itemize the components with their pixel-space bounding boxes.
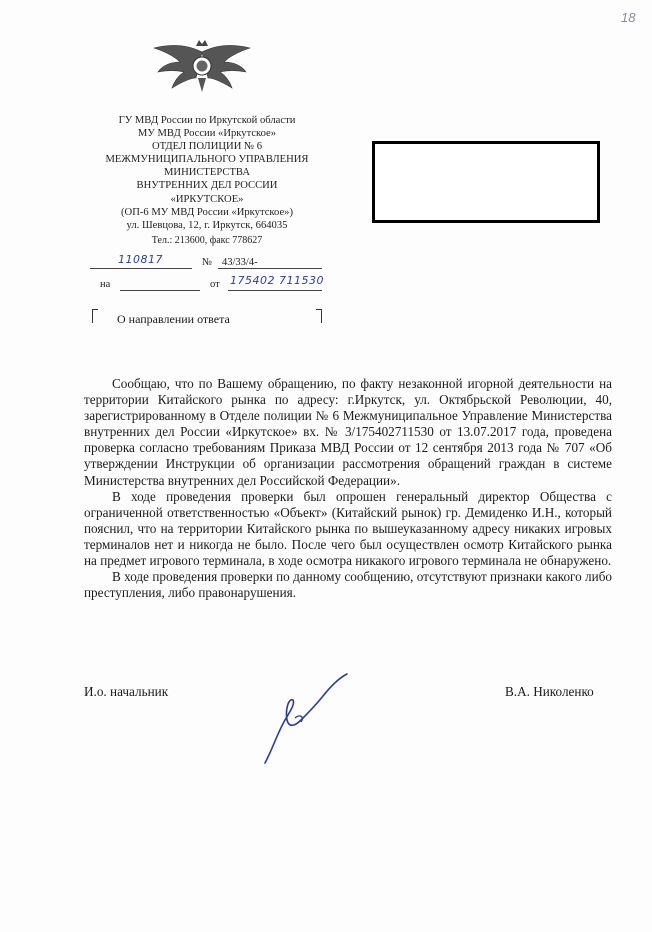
number-underline xyxy=(218,268,322,269)
agency-header xyxy=(86,114,328,247)
header-line: МУ МВД России «Иркутское» xyxy=(137,128,277,140)
from-underline xyxy=(228,290,322,291)
date-underline xyxy=(90,268,192,269)
header-line: МИНИСТЕРСТВА xyxy=(164,167,250,179)
header-line: (ОП-6 МУ МВД России «Иркутское») xyxy=(121,206,293,218)
body-paragraph: Сообщаю, что по Вашему обращению, по факту незаконной игорной деятельности на территории Китайского рынка по адресу: г.Иркутск, ул. Октябрьской Революции, 40, зарегистрированному в Отделе полиции № 6 Межмуниципальное Управление Министерства внутренних дел России «Иркутское» вх. № 3/175402711530 от 13.07.2017 года, проведена проверка согласно требованиям Приказа МВД России от 12 сентября 2013 года № 707 «Об утверждении Инструкции об организации рассмотрения обращений граждан в системе Министерства внутренних дел Российской Федерации». xyxy=(84,376,612,488)
body-paragraph: В ходе проведения проверки по данному сообщению, отсутствуют признаки какого либо преступления, либо правонарушения. xyxy=(84,569,612,601)
number-label: № xyxy=(202,257,213,268)
page-number: 18 xyxy=(621,10,636,25)
mvd-eagle-emblem xyxy=(150,38,254,94)
header-line: ВНУТРЕННИХ ДЕЛ РОССИИ xyxy=(136,180,278,192)
header-phone: Тел.: 213600, факс 778627 xyxy=(151,234,263,246)
header-line: ОТДЕЛ ПОЛИЦИИ № 6 xyxy=(151,141,263,153)
signatory-position: И.о. начальник xyxy=(84,684,169,699)
handwritten-date: 110817 xyxy=(118,253,163,266)
subject-bracket-left xyxy=(92,309,98,323)
subject-block xyxy=(92,309,322,329)
number-value: 43/33/4- xyxy=(222,257,258,268)
letter-body xyxy=(84,376,612,601)
signatory-name: В.А. Николенко xyxy=(505,684,594,699)
header-line: ГУ МВД России по Иркутской области xyxy=(118,115,296,126)
handwritten-signature xyxy=(255,668,355,768)
on-underline xyxy=(120,290,200,291)
subject-text: О направлении ответа xyxy=(117,312,230,326)
header-line: «ИРКУТСКОЕ» xyxy=(170,193,244,205)
redacted-address-box xyxy=(372,141,600,223)
handwritten-incoming-number: 175402 711530 xyxy=(230,274,324,287)
header-line: ул. Шевцова, 12, г. Иркутск, 664035 xyxy=(126,219,288,231)
header-line: МЕЖМУНИЦИПАЛЬНОГО УПРАВЛЕНИЯ xyxy=(105,154,309,166)
body-paragraph: В ходе проведения проверки был опрошен генеральный директор Общества с ограниченной ответственностью «Объект» (Китайский рынок) гр. Демиденко И.Н., который пояснил, что на территории Китайского рынка по вышеуказанному адресу никаких игровых терминалов нет и никогда не было. После чего был осуществлен осмотр Китайского рынка на предмет игрового терминала, в ходе осмотра никакого игрового терминала не обнаружено. xyxy=(84,488,612,569)
on-label: на xyxy=(100,279,111,290)
subject-bracket-right xyxy=(316,309,322,323)
from-label: от xyxy=(210,279,220,290)
